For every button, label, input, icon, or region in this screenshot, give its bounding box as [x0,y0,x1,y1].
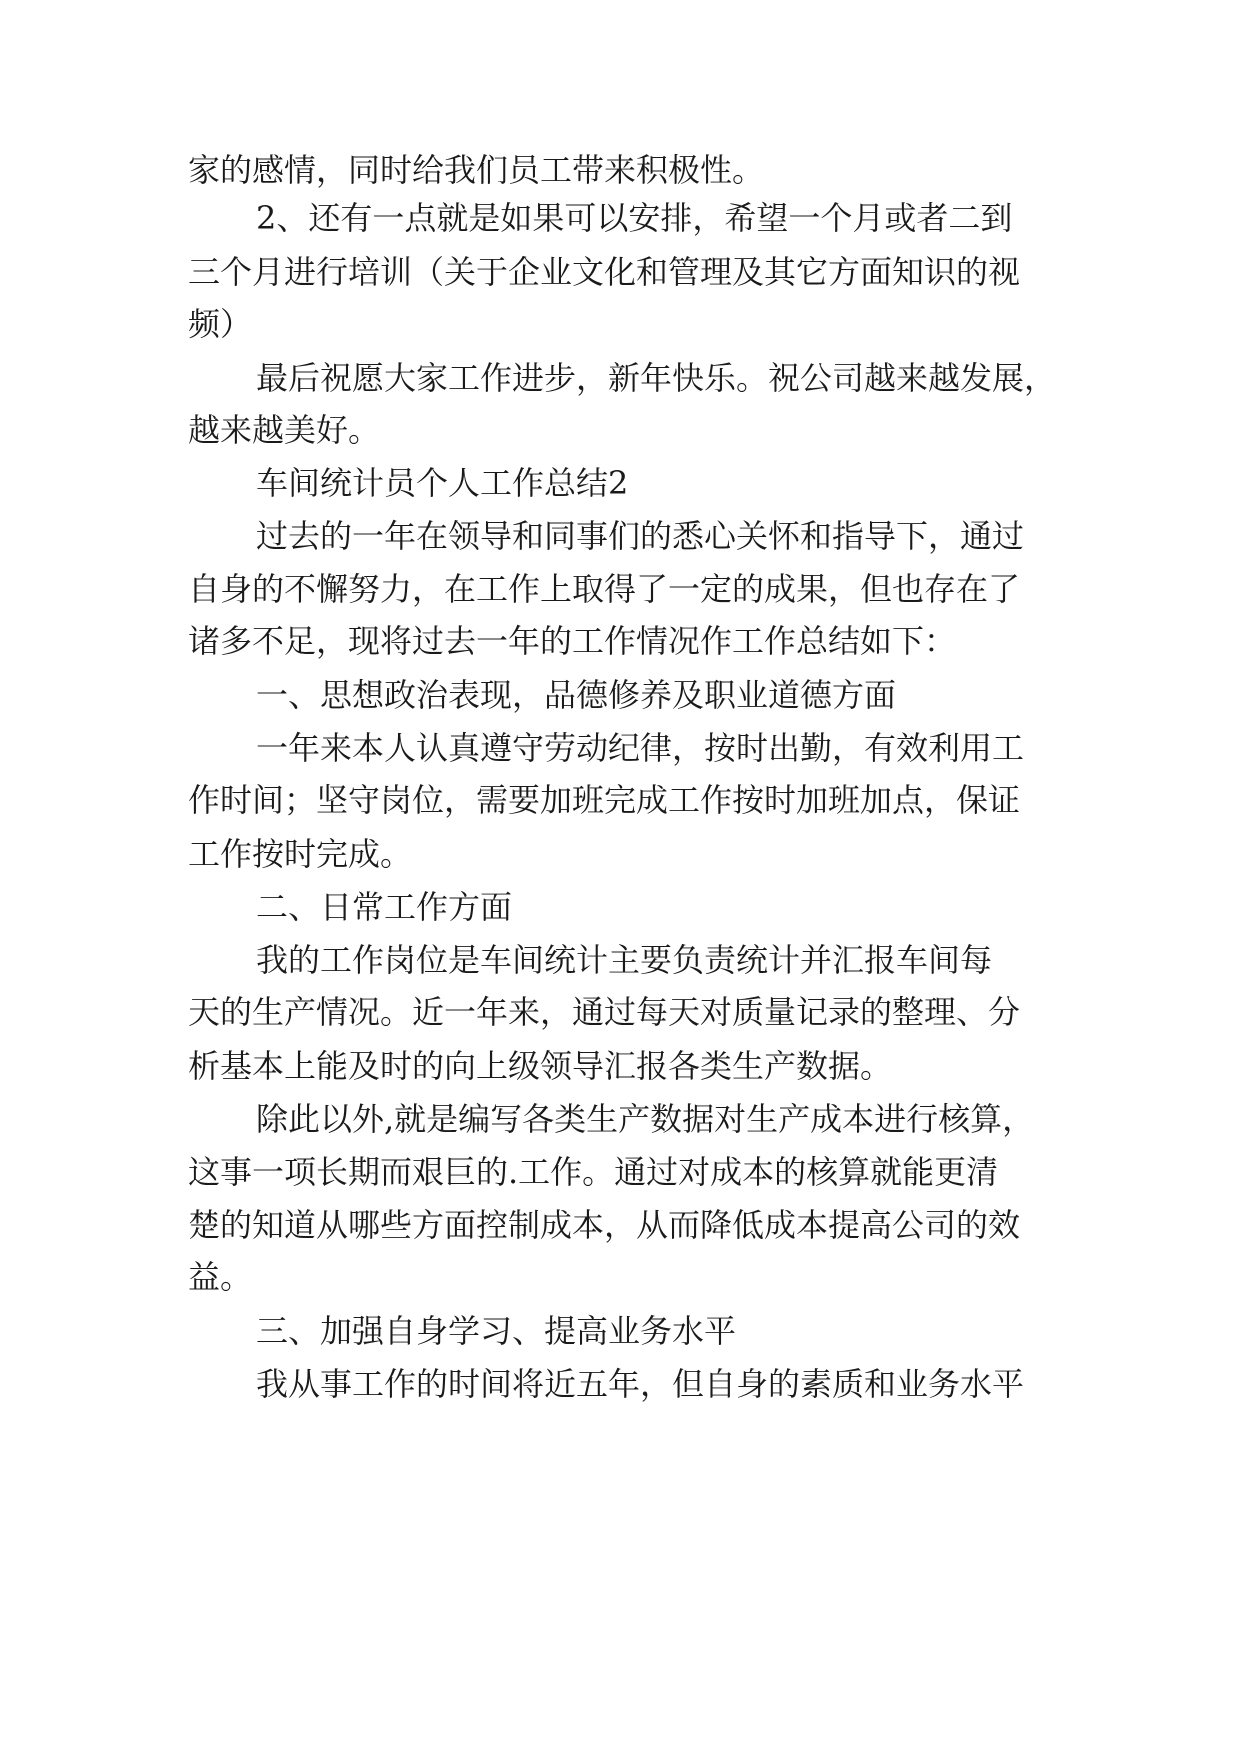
text-line: 这事一项长期而艰巨的.工作。通过对成本的核算就能更清 [188,1153,999,1191]
text-line: 过去的一年在领导和同事们的悉心关怀和指导下，通过 [256,517,1025,555]
text-line: 自身的不懈努力，在工作上取得了一定的成果，但也存在了 [188,570,1021,608]
text-line: 析基本上能及时的向上级领导汇报各类生产数据。 [188,1047,893,1085]
text-line: 三个月进行培训（关于企业文化和管理及其它方面知识的视 [188,253,1021,291]
section-heading: 车间统计员个人工作总结2 [256,464,629,502]
subheading: 三、加强自身学习、提高业务水平 [256,1312,737,1350]
text-line: 最后祝愿大家工作进步，新年快乐。祝公司越来越发展， [256,359,1057,397]
text-line: 除此以外,就是编写各类生产数据对生产成本进行核算， [256,1100,1035,1138]
text-line: 诸多不足，现将过去一年的工作情况作工作总结如下： [188,622,957,660]
text-line: 天的生产情况。近一年来，通过每天对质量记录的整理、分 [188,993,1021,1031]
text-line: 我的工作岗位是车间统计主要负责统计并汇报车间每 [256,941,993,979]
text-line: 一年来本人认真遵守劳动纪律，按时出勤，有效利用工 [256,729,1025,767]
subheading: 一、思想政治表现，品德修养及职业道德方面 [256,676,897,714]
text-line: 频） [188,305,253,343]
text-line: 越来越美好。 [188,411,381,449]
text-line: 楚的知道从哪些方面控制成本，从而降低成本提高公司的效 [188,1206,1021,1244]
text-line: 我从事工作的时间将近五年，但自身的素质和业务水平 [256,1365,1025,1403]
text-line: 益。 [188,1258,253,1296]
subheading: 二、日常工作方面 [256,888,513,926]
text-line: 家的感情，同时给我们员工带来积极性。 [188,151,765,189]
text-line: 作时间；坚守岗位，需要加班完成工作按时加班加点，保证 [188,781,1021,819]
text-line: 工作按时完成。 [188,835,413,873]
text-line: 2、还有一点就是如果可以安排，希望一个月或者二到 [256,199,1013,237]
